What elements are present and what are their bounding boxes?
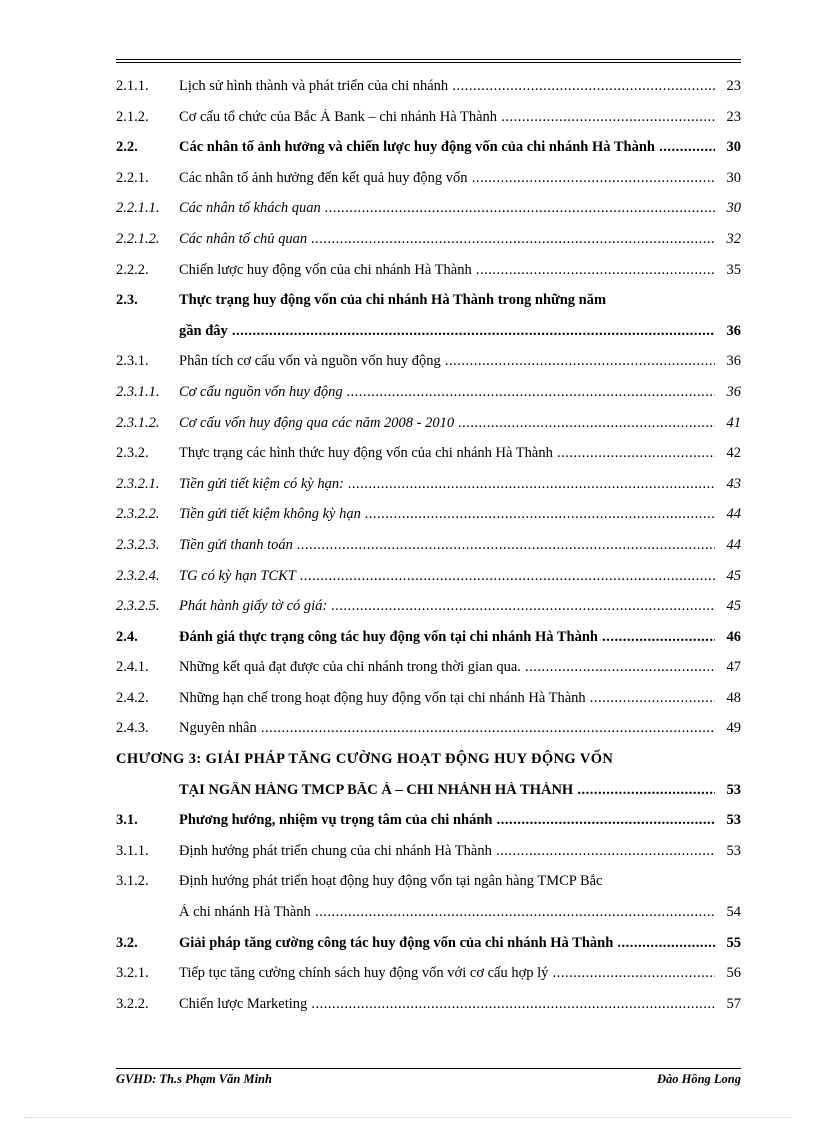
- toc-entry-page: 54: [715, 904, 741, 921]
- toc-entry-number: 2.3.2.: [116, 445, 149, 462]
- toc-entry-title: Thực trạng huy động vốn của chi nhánh Hà Thành trong những năm: [179, 292, 607, 309]
- toc-entry-number: 3.1.2.: [116, 873, 149, 890]
- toc-entry-title: Tiền gửi thanh toán .....: [179, 537, 715, 554]
- toc-entry[interactable]: [116, 256, 741, 287]
- toc-entry[interactable]: [116, 623, 741, 654]
- toc-entry-number: 3.1.1.: [116, 842, 149, 859]
- toc-entry-number: 3.1.: [116, 812, 138, 829]
- toc-entry-title: Các nhân tố khách quan .....: [179, 200, 715, 217]
- toc-entry-page: 35: [715, 262, 741, 279]
- toc-entry-number: 2.3.1.1.: [116, 383, 160, 400]
- toc-entry-page: 57: [715, 996, 741, 1013]
- toc-entry-title: Định hướng phát triển chung của chi nhánh Hà Thành .....: [179, 843, 715, 860]
- toc-entry-title: gần đây .....: [179, 323, 715, 340]
- toc-entry[interactable]: [116, 806, 741, 837]
- toc-entry-page: 44: [715, 537, 741, 554]
- toc-entry-title: Thực trạng các hình thức huy động vốn của chi nhánh Hà Thành .....: [179, 445, 715, 462]
- toc-entry-title: Phát hành giấy tờ có giá: .....: [179, 598, 715, 615]
- toc-entry-title: Các nhân tố chủ quan .....: [179, 231, 715, 248]
- toc-entry[interactable]: [116, 378, 741, 409]
- toc-entry-title: Cơ cấu tổ chức của Bắc Á Bank – chi nhánh Hà Thành .....: [179, 109, 715, 126]
- toc-entry[interactable]: [116, 562, 741, 593]
- toc-entry[interactable]: [116, 164, 741, 195]
- toc-entry[interactable]: [116, 867, 741, 898]
- toc-entry-page: 23: [715, 78, 741, 95]
- toc-entry-page: 30: [715, 139, 741, 156]
- page-bottom-dotted-line: [24, 1117, 792, 1118]
- toc-entry-number: 2.3.2.2.: [116, 506, 160, 523]
- toc-entry[interactable]: [116, 714, 741, 745]
- toc-entry[interactable]: [116, 990, 741, 1021]
- table-of-contents: [116, 72, 741, 1020]
- toc-entry-title: Chiến lược huy động vốn của chi nhánh Hà Thành .....: [179, 262, 715, 279]
- toc-entry-page: 32: [715, 231, 741, 248]
- toc-entry-page: 36: [715, 323, 741, 340]
- toc-entry-page: 44: [715, 506, 741, 523]
- toc-entry-title: Phương hướng, nhiệm vụ trọng tâm của chi nhánh .....: [179, 812, 715, 829]
- toc-entry-number: 2.2.2.: [116, 261, 149, 278]
- toc-entry[interactable]: [116, 837, 741, 868]
- toc-entry-number: 2.3.1.2.: [116, 414, 160, 431]
- toc-entry[interactable]: [116, 72, 741, 103]
- toc-entry[interactable]: [116, 745, 741, 776]
- toc-entry-title: Giải pháp tăng cường công tác huy động vốn của chi nhánh Hà Thành .....: [179, 935, 715, 952]
- toc-entry[interactable]: [116, 317, 741, 348]
- toc-entry[interactable]: [116, 684, 741, 715]
- toc-entry[interactable]: [116, 439, 741, 470]
- toc-entry[interactable]: [116, 194, 741, 225]
- toc-entry[interactable]: [116, 286, 741, 317]
- toc-entry-page: 30: [715, 170, 741, 187]
- toc-entry-page: 45: [715, 568, 741, 585]
- toc-entry-number: 2.3.1.: [116, 353, 149, 370]
- toc-entry-number: 3.2.1.: [116, 965, 149, 982]
- toc-entry-title: Phân tích cơ cấu vốn và nguồn vốn huy động .....: [179, 353, 715, 370]
- toc-entry-number: 2.4.1.: [116, 659, 149, 676]
- toc-entry-title: TG có kỳ hạn TCKT .....: [179, 568, 715, 585]
- toc-entry-page: 55: [715, 935, 741, 952]
- toc-entry-page: 53: [715, 782, 741, 799]
- toc-entry-number: 3.2.2.: [116, 995, 149, 1012]
- toc-entry-title: Cơ cấu nguồn vốn huy động .....: [179, 384, 715, 401]
- toc-entry[interactable]: [116, 592, 741, 623]
- toc-entry-number: 2.3.2.5.: [116, 598, 160, 615]
- toc-entry[interactable]: [116, 133, 741, 164]
- toc-entry-number: 2.3.2.1.: [116, 475, 160, 492]
- toc-entry[interactable]: [116, 409, 741, 440]
- toc-entry-page: 36: [715, 384, 741, 401]
- toc-entry-page: 43: [715, 476, 741, 493]
- toc-entry[interactable]: [116, 470, 741, 501]
- chapter-heading: CHƯƠNG 3: GIẢI PHÁP TĂNG CƯỜNG HOẠT ĐỘNG HUY ĐỘNG VỐN: [116, 751, 614, 768]
- toc-entry-page: 47: [715, 659, 741, 676]
- toc-entry-page: 36: [715, 353, 741, 370]
- toc-entry[interactable]: [116, 347, 741, 378]
- toc-entry[interactable]: [116, 103, 741, 134]
- toc-entry-number: 2.2.1.: [116, 169, 149, 186]
- toc-entry-page: 45: [715, 598, 741, 615]
- toc-entry-page: 46: [715, 629, 741, 646]
- toc-entry-number: 2.4.3.: [116, 720, 149, 737]
- footer-rule: [116, 1068, 741, 1069]
- toc-entry-page: 30: [715, 200, 741, 217]
- toc-entry-number: 2.3.2.4.: [116, 567, 160, 584]
- toc-entry-number: 2.2.1.1.: [116, 200, 160, 217]
- toc-entry-title: Á chi nhánh Hà Thành .....: [179, 904, 715, 921]
- toc-entry-number: 2.1.2.: [116, 108, 149, 125]
- toc-entry-title: Tiền gửi tiết kiệm có kỳ hạn: .....: [179, 476, 715, 493]
- toc-entry-number: 2.1.1.: [116, 78, 149, 94]
- toc-entry-number: 2.2.1.2.: [116, 230, 160, 247]
- toc-entry[interactable]: [116, 653, 741, 684]
- toc-entry[interactable]: [116, 929, 741, 960]
- toc-entry-title: TẠI NGÂN HÀNG TMCP BẮC Á – CHI NHÁNH HÀ THÀNH .....: [179, 782, 715, 799]
- toc-entry-title: Nguyên nhân .....: [179, 720, 715, 737]
- toc-entry-number: 3.2.: [116, 934, 138, 951]
- toc-entry-title: Chiến lược Marketing .....: [179, 996, 715, 1013]
- toc-entry[interactable]: [116, 776, 741, 807]
- toc-entry-title: Tiền gửi tiết kiệm không kỳ hạn .....: [179, 506, 715, 523]
- header-rule-bottom: [116, 62, 741, 63]
- toc-entry-title: Những hạn chế trong hoạt động huy động vốn tại chi nhánh Hà Thành .....: [179, 690, 715, 707]
- toc-entry-page: 48: [715, 690, 741, 707]
- toc-entry-title: Tiếp tục tăng cường chính sách huy động vốn với cơ cấu hợp lý .....: [179, 965, 715, 982]
- toc-entry-number: 2.4.2.: [116, 689, 149, 706]
- toc-entry-title: Định hướng phát triển hoạt động huy động vốn tại ngân hàng TMCP Bắc: [179, 873, 603, 890]
- toc-entry-page: 41: [715, 415, 741, 432]
- toc-entry-number: 2.3.2.3.: [116, 536, 160, 553]
- toc-entry[interactable]: [116, 959, 741, 990]
- toc-entry-title: Các nhân tố ảnh hưởng đến kết quả huy động vốn .....: [179, 170, 715, 187]
- footer-advisor: GVHD: Th.s Phạm Văn Minh: [116, 1072, 272, 1086]
- toc-entry[interactable]: [116, 225, 741, 256]
- toc-entry-number: 2.3.: [116, 292, 138, 309]
- toc-entry-page: 49: [715, 720, 741, 737]
- footer-author: Đào Hồng Long: [656, 1072, 741, 1086]
- toc-entry-page: 53: [715, 843, 741, 860]
- toc-entry[interactable]: [116, 531, 741, 562]
- toc-entry-number: 2.4.: [116, 628, 138, 645]
- toc-entry-title: Cơ cấu vốn huy động qua các năm 2008 - 2010 .....: [179, 415, 715, 432]
- toc-entry-title: Những kết quả đạt được của chi nhánh trong thời gian qua. .....: [179, 659, 715, 676]
- toc-entry-page: 23: [715, 109, 741, 126]
- header-rule-top: [116, 59, 741, 60]
- toc-entry-page: 53: [715, 812, 741, 829]
- toc-entry[interactable]: [116, 500, 741, 531]
- toc-entry-page: 42: [715, 445, 741, 462]
- toc-entry-title: Đánh giá thực trạng công tác huy động vốn tại chi nhánh Hà Thành .....: [179, 629, 715, 646]
- toc-entry-title: Lịch sử hình thành và phát triển của chi nhánh .....: [179, 78, 715, 95]
- toc-entry-page: 56: [715, 965, 741, 982]
- toc-entry[interactable]: [116, 898, 741, 929]
- toc-entry-number: 2.2.: [116, 139, 138, 156]
- toc-entry-title: Các nhân tố ảnh hưởng và chiến lược huy động vốn của chi nhánh Hà Thành .....: [179, 139, 715, 156]
